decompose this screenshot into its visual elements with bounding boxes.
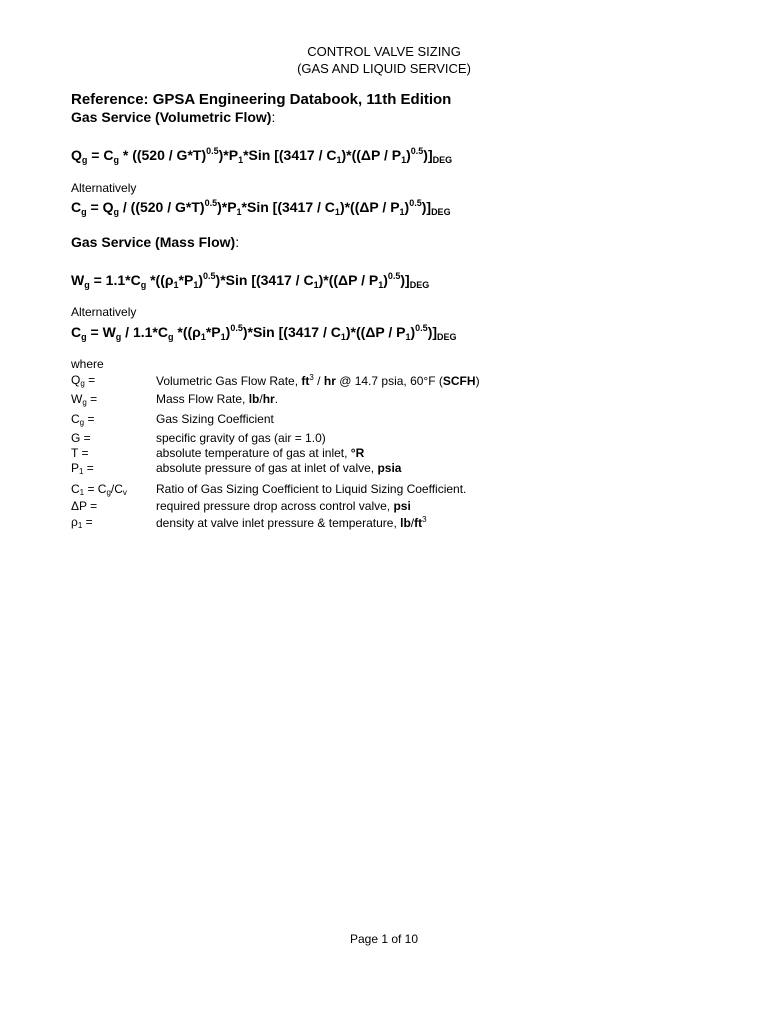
symbol-rho: $\rho_1$ = xyxy=(71,515,93,530)
title-line-1: CONTROL VALVE SIZING xyxy=(307,44,461,59)
unit-sup: 3 xyxy=(422,515,427,524)
unit-sep: / xyxy=(313,374,324,388)
title-line-2: (GAS AND LIQUID SERVICE) xyxy=(297,61,471,76)
section-heading-gas-mass xyxy=(71,234,239,250)
symbol-dp: ΔP = xyxy=(71,499,98,513)
desc-text: absolute temperature of gas at inlet, xyxy=(156,446,351,460)
unit-sup: 3 xyxy=(309,373,314,382)
equation-cg-mass: $C_g = W_g / 1.1*C_g$ $*((\rho_1*P_1)^{0.5})*Sin$ $[(3417 / C_1)*((\Delta P / P_1)^{0.5})]_{DEG}$ xyxy=(71,323,457,342)
section-heading-text: Gas Service (Mass Flow) xyxy=(71,234,236,250)
description-wg xyxy=(156,392,278,406)
description-t xyxy=(156,446,364,460)
equation-cg-volumetric: $C_g = Q_g / ((520 / G*T)^{0.5})*P_1*Sin$ $[(3417 / C_1)*((\Delta P / P_1)^{0.5})]_{DEG}$ xyxy=(71,198,451,217)
document-title xyxy=(0,43,768,77)
unit-text: psi xyxy=(393,499,411,513)
unit-text: lb xyxy=(248,392,260,406)
symbol-qg: $Q_g$ = xyxy=(71,373,96,388)
unit-text: lb xyxy=(400,516,411,530)
symbol-cg: $C_g$ = xyxy=(71,412,95,427)
reference-line: Reference: GPSA Engineering Databook, 11th Edition xyxy=(71,91,452,108)
alternatively-label-1: Alternatively xyxy=(71,181,137,195)
symbol-wg: $W_g$ = xyxy=(71,392,98,407)
equation-qg: $Q_g = C_g * ((520 / G*T)^{0.5})*P_1*Sin$ $[(3417 / C_1)*((\Delta P / P_1)^{0.5})]_{DEG}$ xyxy=(71,146,453,165)
unit-sep: / xyxy=(410,516,415,530)
desc-text: absolute pressure of gas at inlet of valve, xyxy=(156,461,378,475)
unit-text: ft xyxy=(301,374,310,388)
section-heading-gas-volumetric xyxy=(71,109,275,125)
desc-text: required pressure drop across control valve, xyxy=(156,499,394,513)
desc-text: . xyxy=(274,392,279,406)
description-dp xyxy=(156,499,411,513)
description-qg xyxy=(156,373,480,388)
desc-text: @ 14.7 psia, 60°F ( xyxy=(335,374,443,388)
desc-text: Volumetric Gas Flow Rate, xyxy=(156,374,302,388)
page-number: Page 1 of 10 xyxy=(349,932,419,946)
symbol-c1: $C_1 = C_g/C_v$ xyxy=(71,482,127,497)
desc-text: density at valve inlet pressure & temperature, xyxy=(156,516,401,530)
description-rho xyxy=(156,515,427,530)
symbol-g: G = xyxy=(71,431,91,445)
desc-text: Mass Flow Rate, xyxy=(156,392,249,406)
desc-text: ) xyxy=(475,374,480,388)
symbol-t: T = xyxy=(71,446,89,460)
colon: : xyxy=(271,109,276,125)
unit-text: hr xyxy=(262,392,275,406)
unit-sep: / xyxy=(259,392,263,406)
symbol-p1: $P_1$ = xyxy=(71,461,94,476)
description-p1 xyxy=(156,461,401,475)
where-label: where xyxy=(71,357,104,371)
unit-text: psia xyxy=(377,461,402,475)
unit-text: hr xyxy=(323,374,336,388)
description-c1: Ratio of Gas Sizing Coefficient to Liquid Sizing Coefficient. xyxy=(156,482,467,496)
description-cg: Gas Sizing Coefficient xyxy=(156,412,274,426)
alternatively-label-2: Alternatively xyxy=(71,305,137,319)
section-heading-text: Gas Service (Volumetric Flow) xyxy=(71,109,272,125)
unit-text: SCFH xyxy=(442,374,476,388)
equation-wg: $W_g = 1.1*C_g$ $*((\rho_1*P_1)^{0.5})*Sin$ $[(3417 / C_1)*((\Delta P / P_1)^{0.5})]_{DEG}$ xyxy=(71,271,430,290)
colon: : xyxy=(235,234,240,250)
unit-text: ft xyxy=(414,516,423,530)
description-g: specific gravity of gas (air = 1.0) xyxy=(156,431,326,445)
unit-text: °R xyxy=(350,446,365,460)
